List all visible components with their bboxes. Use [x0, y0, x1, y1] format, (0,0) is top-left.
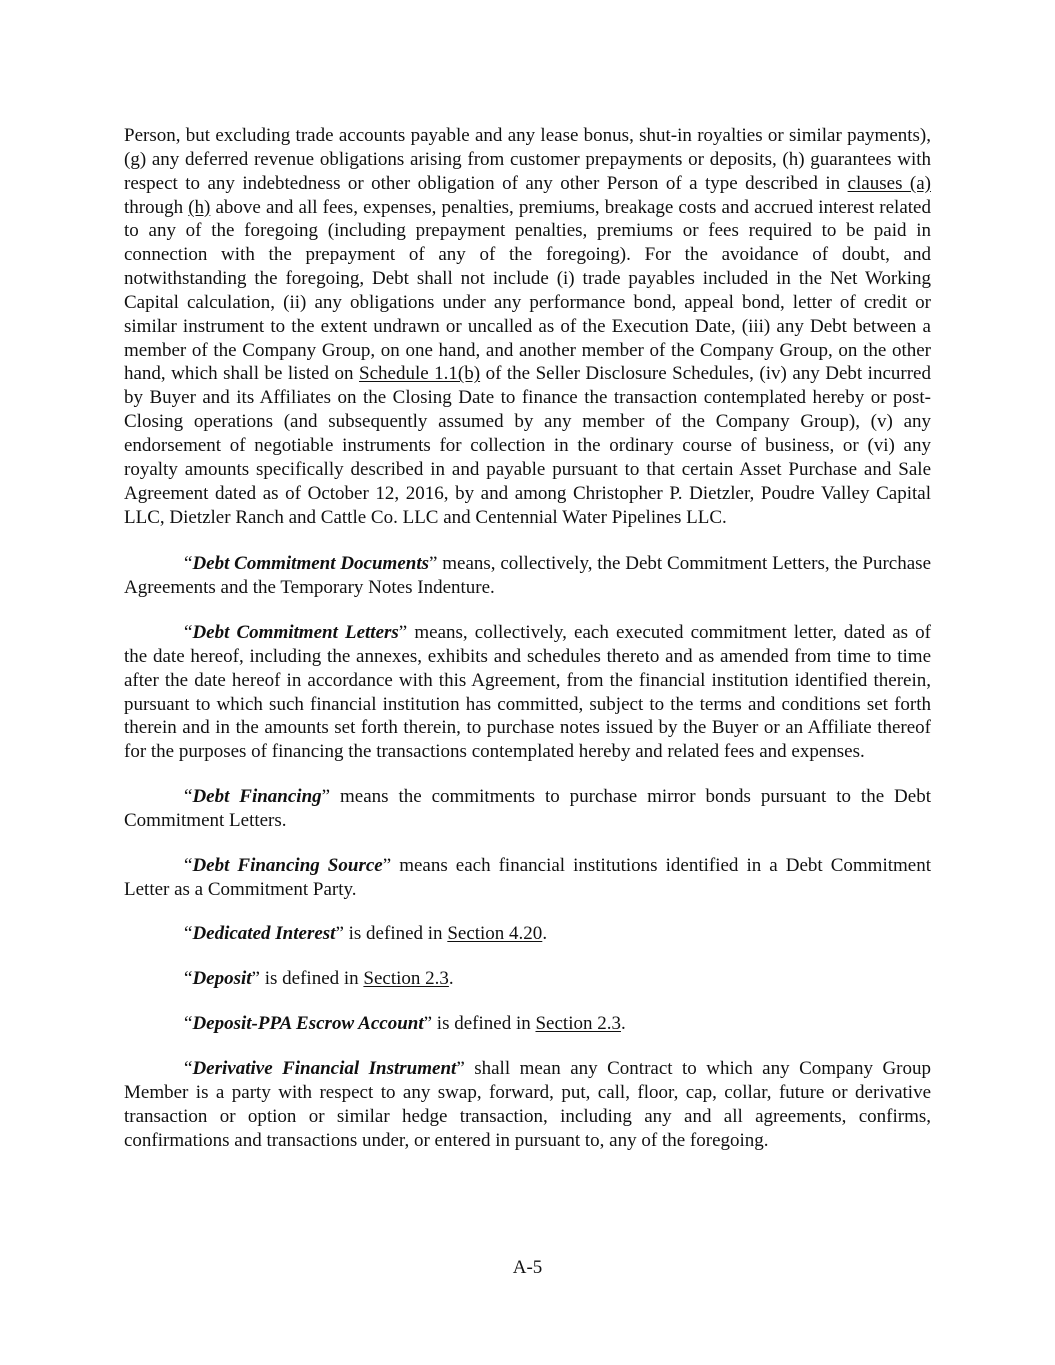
document-body [124, 124, 931, 1173]
definition-debt-financing-source: “Debt Financing Source” means each financial institutions identified in a Debt Commitment Letter as a Commitment Party. [124, 854, 931, 900]
definition-deposit: “Deposit” is defined in Section 2.3. [184, 968, 454, 990]
schedule-reference: Schedule 1.1(b) [359, 363, 481, 385]
definition-dedicated-interest: “Dedicated Interest” is defined in Section 4.20. [184, 923, 548, 945]
debt-definition-continuation: Person, but excluding trade accounts payable and any lease bonus, shut-in royalties or similar payments), (g) any deferred revenue obligations arising from customer prepayments or deposits, (h) guarantees with respect to any indebtedness or other obligation of any other Person of a type described in clauses (a) through (h) above and all fees, expenses, penalties, premiums, breakage costs and accrued interest related to any of the foregoing (including prepayment penalties, premiums or fees required to be paid in connection with the prepayment of any of the foregoing). For the avoidance of doubt, and notwithstanding the foregoing, Debt shall not include (i) trade payables included in the Net Working Capital calculation, (ii) any obligations under any performance bond, appeal bond, letter of credit or similar instrument to the extent undrawn or uncalled as of the Execution Date, (iii) any Debt between a member of the Company Group, on one hand, and another member of the Company Group, on the other hand, which shall be listed on Schedule 1.1(b) of the Seller Disclosure Schedules, (iv) any Debt incurred by Buyer and its Affiliates on the Closing Date to finance the transaction contemplated hereby or post-Closing operations (and subsequently assumed by any member of the Company Group), (v) any endorsement of negotiable instruments for collection in the ordinary course of business, or (vi) any royalty amounts specifically described in and payable pursuant to that certain Asset Purchase and Sale Agreement dated as of October 12, 2016, by and among Christopher P. Dietzler, Poudre Valley Capital LLC, Dietzler Ranch and Cattle Co. LLC and Centennial Water Pipelines LLC. [124, 125, 931, 528]
defined-term: Debt Commitment Documents [192, 553, 429, 575]
defined-term: Deposit-PPA Escrow Account [192, 1013, 424, 1035]
definition-debt-financing: “Debt Financing” means the commitments to purchase mirror bonds pursuant to the Debt Commitment Letters. [124, 786, 931, 831]
defined-term: Debt Financing Source [192, 854, 383, 876]
definition-debt-commitment-letters: “Debt Commitment Letters” means, collectively, each executed commitment letter, dated as of the date hereof, including the annexes, exhibits and schedules thereto and as amended from time to time after the date hereof in accordance with this Agreement, from the financial institution identified therein, pursuant to which such financial institution has committed, subject to the terms and conditions set forth therein and in the amounts set forth therein, to purchase notes issued by the Buyer or an Affiliate thereof for the purposes of financing the transactions contemplated hereby and related fees and expenses. [124, 622, 931, 763]
definition-derivative-financial-instrument: “Derivative Financial Instrument” shall mean any Contract to which any Company Group Member is a party with respect to any swap, forward, put, call, floor, cap, collar, future or derivative transaction or option or similar hedge transaction, including any and all agreements, confirms, confirmations and transactions under, or entered in pursuant to, any of the foregoing. [124, 1058, 931, 1151]
clauses-a-reference: clauses (a) [847, 172, 931, 194]
defined-term: Deposit [192, 968, 252, 990]
defined-term: Debt Commitment Letters [192, 622, 399, 644]
defined-term: Dedicated Interest [192, 923, 336, 945]
section-reference: Section 2.3 [363, 968, 449, 990]
section-reference: Section 4.20 [447, 923, 543, 945]
page-number: A-5 [512, 1257, 543, 1278]
defined-term: Debt Financing [192, 786, 322, 808]
defined-term: Derivative Financial Instrument [192, 1058, 457, 1079]
section-reference: Section 2.3 [535, 1013, 621, 1035]
clause-h-reference: (h) [188, 196, 211, 218]
definition-debt-commitment-documents: “Debt Commitment Documents” means, collectively, the Debt Commitment Letters, the Purchase Agreements and the Temporary Notes Indenture. [124, 553, 932, 599]
definition-deposit-ppa-escrow-account: “Deposit-PPA Escrow Account” is defined in Section 2.3. [184, 1013, 626, 1035]
